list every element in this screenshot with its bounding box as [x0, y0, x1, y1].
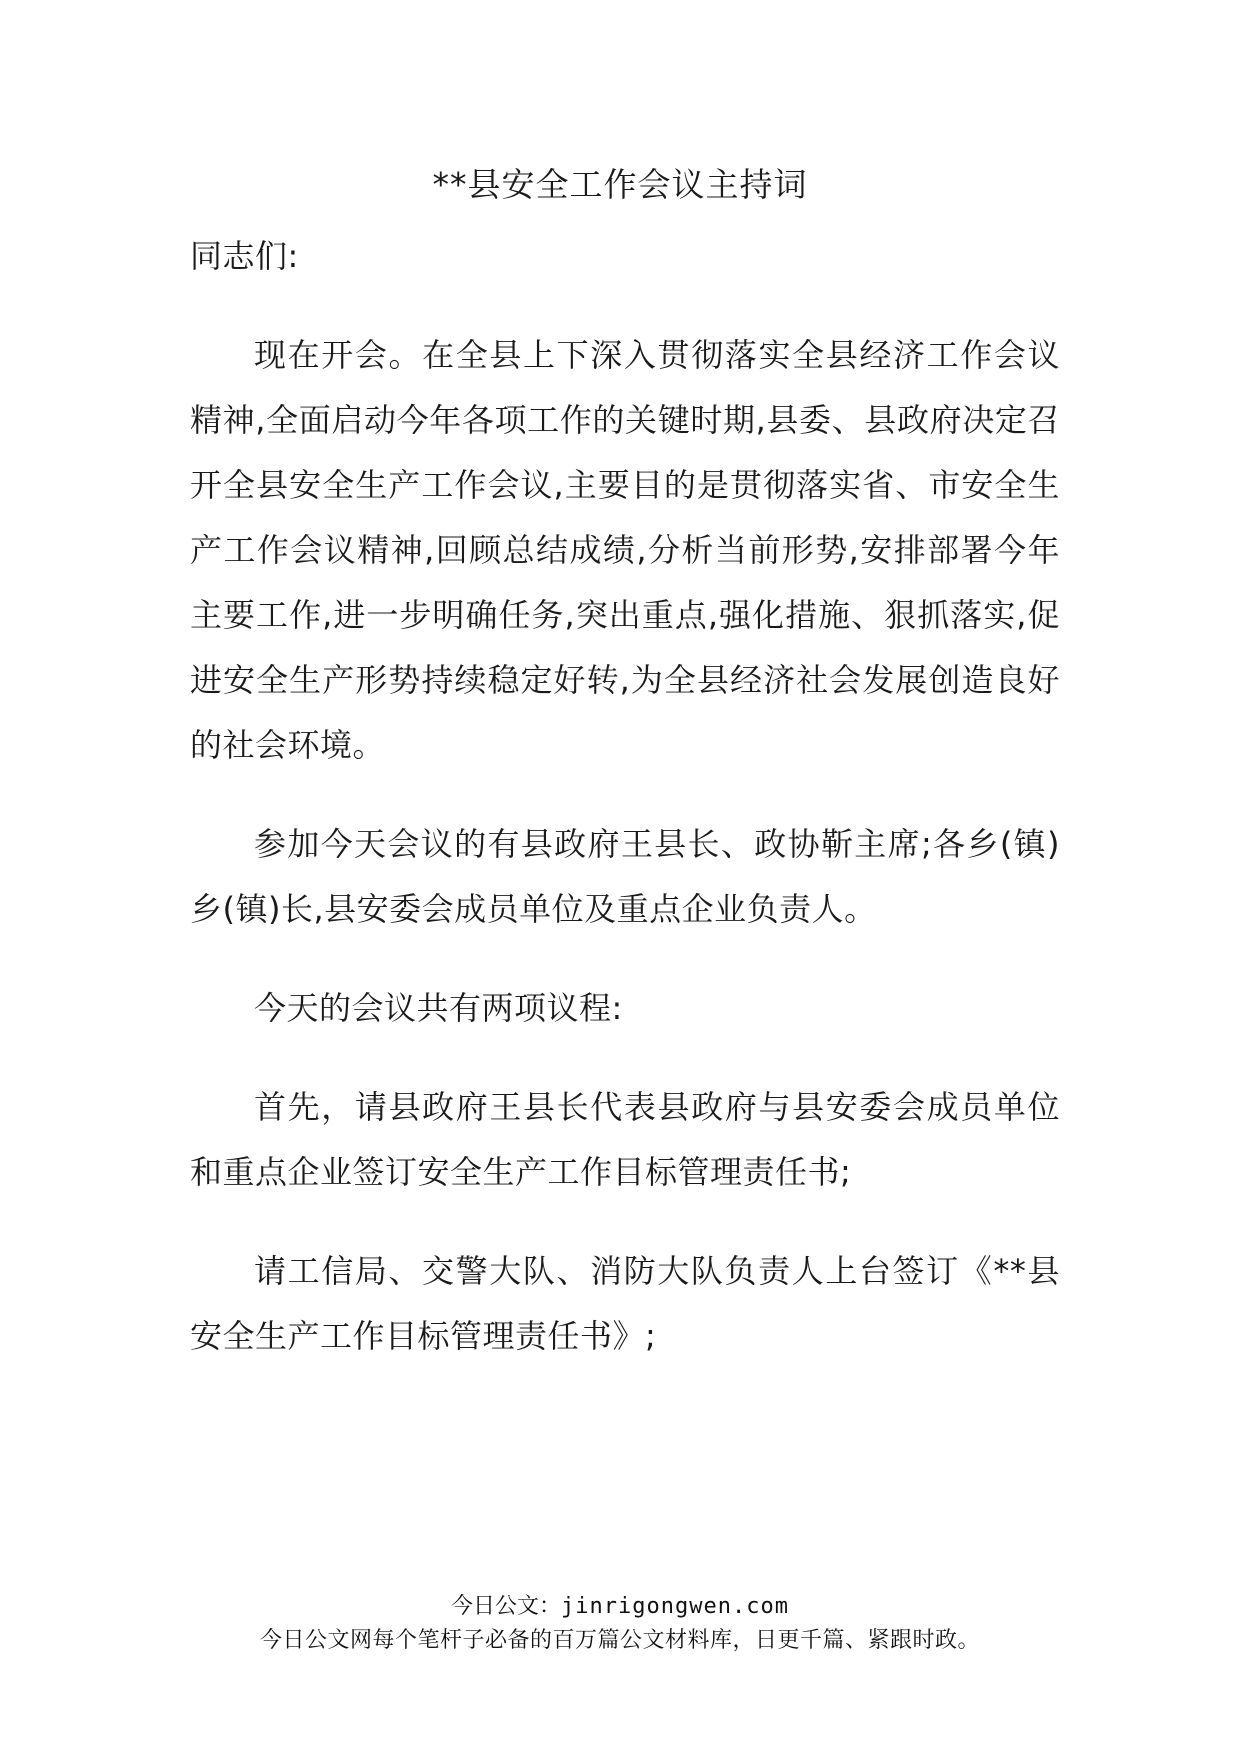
- footer-tagline: 今日公文网每个笔杆子必备的百万篇公文材料库，日更千篇、紧跟时政。: [259, 1628, 980, 1653]
- paragraph-agenda-intro: 今天的会议共有两项议程:: [254, 989, 623, 1027]
- paragraph-attendees: 参加今天会议的有县政府王县长、政协靳主席;各乡(镇)乡(镇)长,县安委会成员单位及重点企业负责人。: [190, 825, 1060, 928]
- footer-site-label: 今日公文：: [451, 1594, 562, 1619]
- paragraph-agenda-item-2: 请工信局、交警大队、消防大队负责人上台签订《**县安全生产工作目标管理责任书》;: [190, 1252, 1060, 1355]
- page-footer: [0, 1590, 1240, 1658]
- paragraph-opening: 现在开会。在全县上下深入贯彻落实全县经济工作会议精神,全面启动今年各项工作的关键时期,县委、县政府决定召开全县安全生产工作会议,主要目的是贯彻落实省、市安全生产工作会议精神,回顾总结成绩,分析当前形势,安排部署今年主要工作,进一步明确任务,突出重点,强化措施、狠抓落实,促进安全生产形势持续稳定好转,为全县经济社会发展创造良好的社会环境。: [190, 336, 1060, 764]
- footer-site-line: [0, 1590, 1240, 1624]
- footer-site-link[interactable]: jinrigongwen.com: [561, 1594, 789, 1619]
- salutation: 同志们:: [190, 237, 299, 275]
- document-title: **县安全工作会议主持词: [432, 165, 808, 204]
- paragraph-agenda-item-1: 首先，请县政府王县长代表县政府与县安委会成员单位和重点企业签订安全生产工作目标管理责任书;: [190, 1088, 1060, 1191]
- document-body: [190, 224, 1060, 1403]
